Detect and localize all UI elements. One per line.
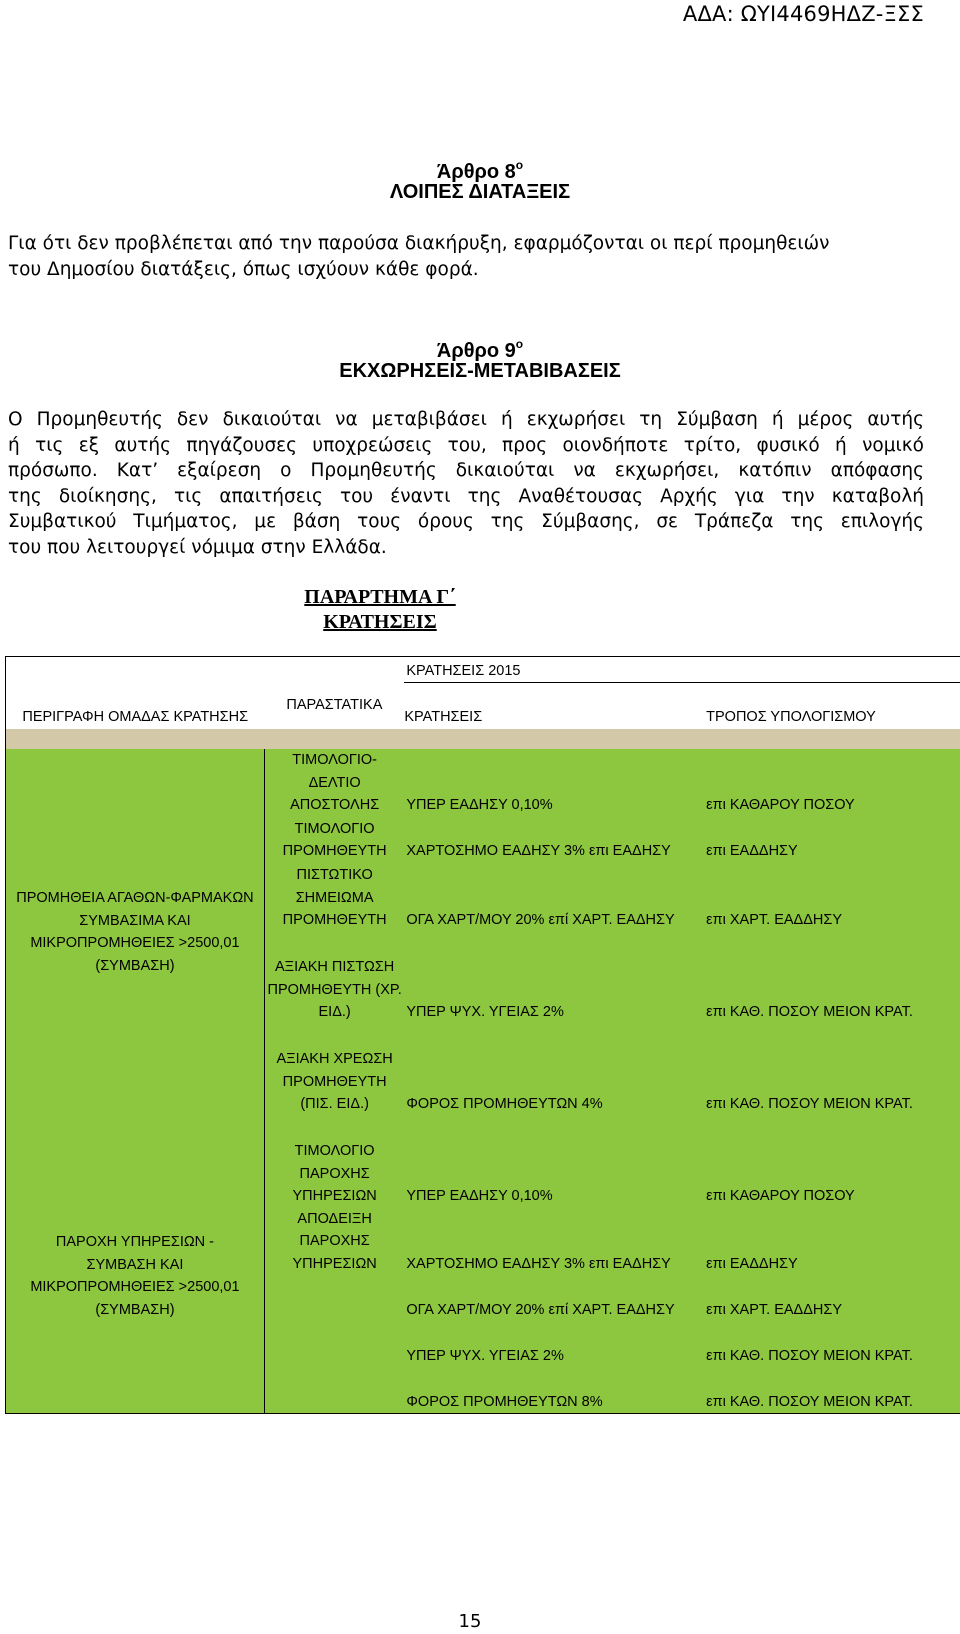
article-9-title: ΕΚΧΩΡΗΣΕΙΣ-ΜΕΤΑΒΙΒΑΣΕΙΣ [339, 360, 621, 382]
deduction-cell: ΥΠΕΡ ΕΑΔΗΣΥ 0,10% [406, 1188, 553, 1204]
method-cell: επι ΧΑΡΤ. ΕΑΔΔΗΣΥ [706, 912, 843, 928]
deduction-cell: ΦΟΡΟΣ ΠΡΟΜΗΘΕΥΤΩΝ 4% [406, 1096, 603, 1112]
article-8-body [8, 231, 924, 282]
deduction-cell: ΟΓΑ ΧΑΡΤ/ΜΟΥ 20% επί ΧΑΡΤ. ΕΑΔΗΣΥ [406, 912, 675, 928]
article-8-line: Για ότι δεν προβλέπεται από την παρούσα διακήρυξη, εφαρμόζονται οι περί προμηθειών [8, 233, 830, 254]
deduction-cell: ΥΠΕΡ ΨΥΧ. ΥΓΕΙΑΣ 2% [406, 1004, 564, 1020]
method-cell: επι ΚΑΘΑΡΟΥ ΠΟΣΟΥ [706, 797, 855, 813]
table-row [6, 749, 960, 817]
article-8-ordinal: ο [515, 158, 524, 172]
document-reference: ΑΔΑ: ΩΥΙ4469ΗΔΖ-ΞΣΣ [682, 2, 924, 26]
table-separator [6, 729, 960, 749]
doc-cell: ΑΞΙΑΚΗ ΧΡΕΩΣΗ ΠΡΟΜΗΘΕΥΤΗ (ΠΙΣ. ΕΙΔ.) [276, 1051, 393, 1112]
article-8-line: του Δημοσίου διατάξεις, όπως ισχύουν κάθε φορά. [8, 258, 479, 280]
col-header-group: ΠΕΡΙΓΡΑΦΗ ΟΜΑΔΑΣ ΚΡΑΤΗΣΗΣ [6, 683, 265, 729]
col-header-docs: ΠΑΡΑΣΤΑΤΙΚΑ [264, 683, 404, 729]
article-9-line: ή τις εξ αυτής πηγάζουσες υποχρεώσεις του, προς οιονδήποτε τρίτο, φυσικό ή νομικό [8, 434, 924, 456]
doc-cell: ΤΙΜΟΛΟΓΙΟ ΠΡΟΜΗΘΕΥΤΗ [282, 820, 387, 859]
doc-cell [264, 1276, 404, 1322]
doc-cell: ΤΙΜΟΛΟΓΙΟ-ΔΕΛΤΙΟ ΑΠΟΣΤΟΛΗΣ [290, 752, 380, 813]
method-cell: επι ΚΑΘ. ΠΟΣΟΥ ΜΕΙΟΝ ΚΡΑΤ. [706, 1004, 913, 1020]
article-9-ordinal: ο [515, 337, 524, 351]
doc-cell: ΤΙΜΟΛΟΓΙΟ ΠΑΡΟΧΗΣ ΥΠΗΡΕΣΙΩΝ [292, 1143, 377, 1204]
annex-subtitle: ΚΡΑΤΗΣΕΙΣ [323, 611, 437, 633]
doc-cell [264, 1322, 404, 1368]
article-9-line: της διοίκησης, τις απαιτήσεις του έναντι της Αναθέτουσας Αρχής για την καταβολή [8, 485, 924, 507]
table-spacer-row [6, 1116, 960, 1140]
col-header-method: ΤΡΟΠΟΣ ΥΠΟΛΟΓΙΣΜΟΥ [704, 683, 960, 729]
deduction-cell: ΧΑΡΤΟΣΗΜΟ ΕΑΔΗΣΥ 3% επι ΕΑΔΗΣΥ [406, 1256, 671, 1272]
group-description: ΠΡΟΜΗΘΕΙΑ ΑΓΑΘΩΝ-ΦΑΡΜΑΚΩΝ ΣΥΜΒΑΣΙΜΑ ΚΑΙ ΜΙΚΡΟΠΡΟΜΗΘΕΙΕΣ >2500,01 (ΣΥΜΒΑΣΗ) [6, 749, 265, 1116]
method-cell: επι ΚΑΘ. ΠΟΣΟΥ ΜΕΙΟΝ ΚΡΑΤ. [706, 1393, 913, 1410]
group-description: ΠΑΡΟΧΗ ΥΠΗΡΕΣΙΩΝ - ΣΥΜΒΑΣΗ ΚΑΙ ΜΙΚΡΟΠΡΟΜΗΘΕΙΕΣ >2500,01 (ΣΥΜΒΑΣΗ) [6, 1140, 265, 1414]
article-8-title: ΛΟΙΠΕΣ ΔΙΑΤΑΞΕΙΣ [389, 181, 571, 203]
article-9-line: Ο Προμηθευτής δεν δικαιούται να μεταβιβάσει ή εκχωρήσει τη Σύμβαση ή μέρος αυτής [8, 409, 924, 430]
deduction-cell: ΧΑΡΤΟΣΗΜΟ ΕΑΔΗΣΥ 3% επι ΕΑΔΗΣΥ [406, 843, 671, 859]
table-column-header-row [6, 683, 960, 729]
table-row [6, 1140, 960, 1208]
deduction-cell: ΥΠΕΡ ΨΥΧ. ΥΓΕΙΑΣ 2% [406, 1348, 564, 1364]
method-cell: επι ΧΑΡΤ. ΕΑΔΔΗΣΥ [706, 1302, 843, 1318]
method-cell: επι ΚΑΘ. ΠΟΣΟΥ ΜΕΙΟΝ ΚΡΑΤ. [706, 1096, 913, 1112]
method-cell: επι ΕΑΔΔΗΣΥ [706, 1256, 798, 1272]
method-cell: επι ΕΑΔΔΗΣΥ [706, 843, 798, 859]
doc-cell: ΑΠΟΔΕΙΞΗ ΠΑΡΟΧΗΣ ΥΠΗΡΕΣΙΩΝ [292, 1210, 377, 1272]
deduction-cell: ΟΓΑ ΧΑΡΤ/ΜΟΥ 20% επί ΧΑΡΤ. ΕΑΔΗΣΥ [406, 1302, 675, 1318]
article-9-line: Συμβατικού Τιμήματος, με βάση τους όρους της Σύμβασης, σε Τράπεζα της επιλογής [8, 511, 924, 533]
doc-cell: ΠΙΣΤΩΤΙΚΟ ΣΗΜΕΙΩΜΑ ΠΡΟΜΗΘΕΥΤΗ [282, 867, 387, 928]
page-number: 15 [458, 1611, 482, 1632]
table-header-row [6, 657, 960, 683]
article-9-body [8, 407, 924, 561]
method-cell: επι ΚΑΘ. ΠΟΣΟΥ ΜΕΙΟΝ ΚΡΑΤ. [706, 1348, 913, 1364]
article-9-line: του που λειτουργεί νόμιμα στην Ελλάδα. [8, 536, 387, 558]
method-cell: επι ΚΑΘΑΡΟΥ ΠΟΣΟΥ [706, 1188, 855, 1204]
article-9-number: Άρθρο 9 [436, 340, 516, 362]
doc-cell [264, 1368, 404, 1414]
annex-title: ΠΑΡΑΡΤΗΜΑ Γ΄ [304, 586, 456, 608]
deduction-cell: ΦΟΡΟΣ ΠΡΟΜΗΘΕΥΤΩΝ 8% [406, 1393, 603, 1410]
doc-cell: ΑΞΙΑΚΗ ΠΙΣΤΩΣΗ ΠΡΟΜΗΘΕΥΤΗ (ΧΡ. ΕΙΔ.) [267, 959, 402, 1020]
col-header-deductions: ΚΡΑΤΗΣΕΙΣ [404, 683, 704, 729]
deductions-table [5, 656, 960, 1414]
deduction-cell: ΥΠΕΡ ΕΑΔΗΣΥ 0,10% [406, 797, 553, 813]
article-9-line: πρόσωπο. Κατ’ εξαίρεση ο Προμηθευτής δικαιούται να εκχωρήσει, κατόπιν απόφασης [8, 460, 924, 482]
year-header: ΚΡΑΤΗΣΕΙΣ 2015 [404, 657, 960, 683]
article-8-number: Άρθρο 8 [436, 161, 516, 183]
